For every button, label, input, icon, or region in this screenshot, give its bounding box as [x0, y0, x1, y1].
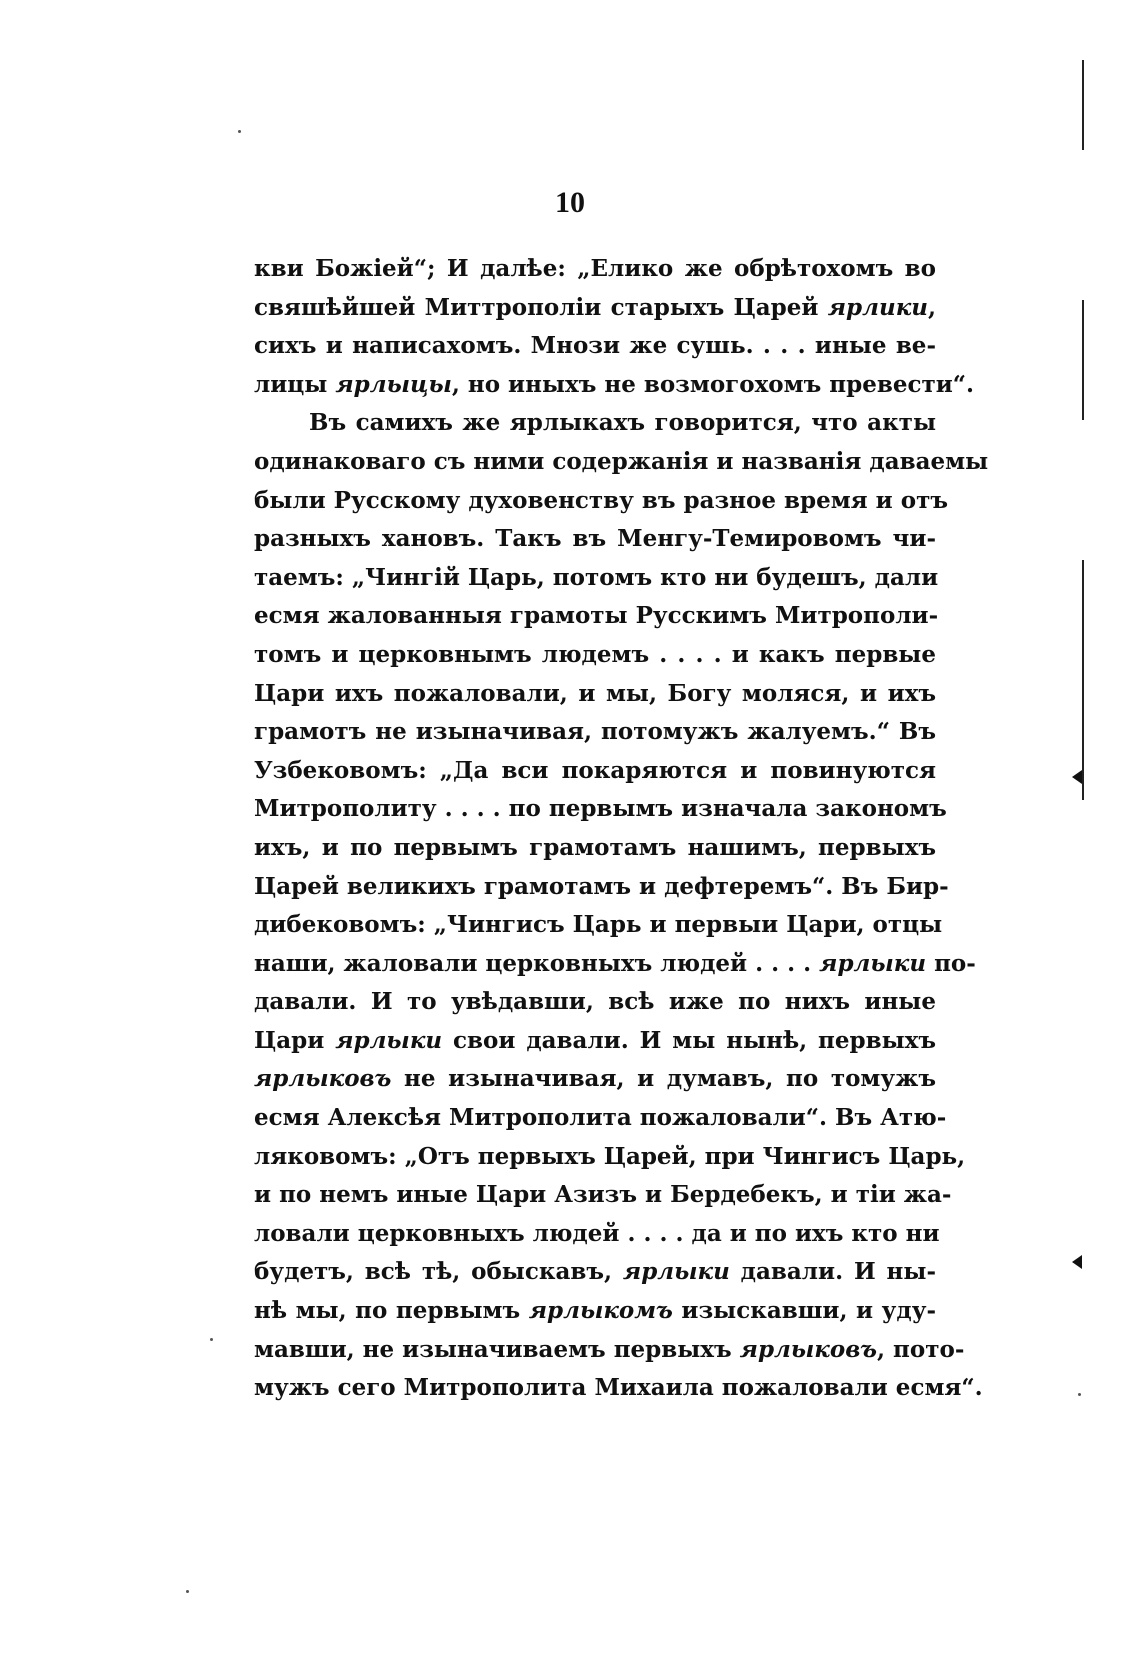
- text-line: [254, 327, 936, 366]
- text-segment: грамотъ не изыначивая, потомужъ жалуемъ.“ Въ: [254, 718, 936, 746]
- text-segment: , но иныхъ не возмогохомъ превести“.: [451, 370, 974, 398]
- text-segment: Цари ихъ пожаловали, и мы, Богу моляся, и ихъ: [254, 679, 936, 707]
- text-line: [254, 443, 989, 482]
- text-segment: изыскавши, и уду-: [672, 1297, 937, 1325]
- text-segment: Цари: [254, 1026, 336, 1054]
- text-segment: мавши, не изыначиваемъ первыхъ: [254, 1335, 740, 1363]
- text-segment: и по немъ иные Цари Азизъ и Бердебекъ, и тiи жа-: [254, 1181, 952, 1209]
- text-segment: лицы: [254, 370, 336, 398]
- text-line: [254, 675, 936, 714]
- text-line: [254, 597, 939, 636]
- text-line: [254, 1215, 940, 1254]
- text-segment: томъ и церковнымъ людемъ . . . . и какъ первые: [254, 640, 936, 668]
- text-segment: есмя Алексѣя Митрополита пожаловали“. Въ Атю-: [254, 1104, 947, 1132]
- scan-edge-line: [1082, 60, 1084, 150]
- text-segment: есмя жалованныя грамоты Русскимъ Митрополи-: [254, 602, 939, 630]
- text-line: [254, 1331, 965, 1370]
- text-line: [254, 1022, 936, 1061]
- text-line: [254, 1176, 952, 1215]
- text-segment: разныхъ хановъ. Такъ въ Менгу-Темировомъ чи-: [254, 525, 936, 553]
- text-segment: Царей великихъ грамотамъ и дефтеремъ“. Въ Бир-: [254, 872, 949, 900]
- text-segment: ловали церковныхъ людей . . . . да и по ихъ кто ни: [254, 1219, 940, 1247]
- italic-word: ярлыки: [819, 949, 927, 977]
- text-line: [254, 289, 936, 328]
- scan-edge-mark: [1072, 770, 1082, 784]
- text-segment: дибековомъ: „Чингисъ Царь и первыи Цари, отцы: [254, 911, 943, 939]
- text-segment: не изыначивая, и думавъ, по томужъ: [391, 1065, 936, 1093]
- text-line: [254, 1292, 936, 1331]
- text-segment: Въ самихъ же ярлыкахъ говорится, что акты: [309, 409, 936, 437]
- text-line: [254, 790, 947, 829]
- scan-edge-line: [1082, 300, 1084, 420]
- text-segment: свяшѣйшей Миттрополiи старыхъ Царей: [254, 293, 828, 321]
- text-line: [254, 636, 936, 675]
- text-line: [254, 559, 939, 598]
- text-segment: будетъ, всѣ тѣ, обыскавъ,: [254, 1258, 623, 1286]
- text-segment: Узбековомъ: „Да вси покаряются и повинуются: [254, 756, 936, 784]
- text-segment: Митрополиту . . . . по первымъ изначала закономъ: [254, 795, 947, 823]
- page-number: 10: [555, 186, 585, 219]
- text-line: [254, 945, 976, 984]
- text-line: [254, 906, 943, 945]
- text-line: [254, 1138, 966, 1177]
- text-segment: кви Божiей“; И далѣе: „Елико же обрѣтохомъ во: [254, 255, 936, 282]
- text-segment: ,: [927, 293, 936, 321]
- italic-word: ярлыки: [622, 1258, 730, 1286]
- text-line: [254, 829, 936, 868]
- scan-speck: [238, 130, 241, 133]
- text-segment: были Русскому духовенству въ разное время и отъ: [254, 486, 948, 514]
- text-segment: одинаковаго съ ними содержанiя и названiя даваемы: [254, 447, 989, 475]
- text-segment: таемъ: „Чингiй Царь, потомъ кто ни будешъ, дали: [254, 563, 939, 591]
- text-line: [254, 868, 949, 907]
- text-line: [254, 1253, 936, 1292]
- scan-edge-mark: [1072, 1255, 1082, 1269]
- text-line: [254, 752, 936, 791]
- text-segment: , пото-: [877, 1335, 965, 1363]
- text-line: [254, 404, 936, 443]
- italic-word: ярлыки: [335, 1026, 443, 1054]
- text-line: [254, 482, 948, 521]
- text-segment: ихъ, и по первымъ грамотамъ нашимъ, первыхъ: [254, 833, 936, 861]
- text-segment: нѣ мы, по первымъ: [254, 1297, 529, 1325]
- text-segment: сихъ и написахомъ. Мнози же сушь. . . . иные ве-: [254, 332, 936, 360]
- text-segment: давали. И то увѣдавши, всѣ иже по нихъ иные: [254, 988, 936, 1016]
- text-line: [254, 250, 936, 289]
- italic-word: ярлыцы: [335, 370, 452, 398]
- text-segment: наши, жаловали церковныхъ людей . . . .: [254, 949, 820, 977]
- text-line: [254, 520, 936, 559]
- italic-word: ярлыковъ: [739, 1335, 878, 1363]
- scan-speck: [1078, 1393, 1081, 1396]
- text-line: [254, 1060, 936, 1099]
- text-segment: мужъ сего Митрополита Михаила пожаловали есмя“.: [254, 1374, 983, 1402]
- text-line: [254, 1099, 947, 1138]
- text-line: [254, 366, 974, 405]
- text-segment: ляковомъ: „Отъ первыхъ Царей, при Чингисъ Царь,: [254, 1142, 966, 1170]
- text-line: [254, 1369, 983, 1408]
- italic-word: ярлики: [827, 293, 928, 321]
- text-segment: по-: [926, 949, 976, 977]
- italic-word: ярлыковъ: [254, 1065, 392, 1093]
- scan-edge-line: [1082, 560, 1084, 800]
- body-text: [254, 250, 989, 1408]
- text-segment: свои давали. И мы нынѣ, первыхъ: [442, 1026, 936, 1054]
- italic-word: ярлыкомъ: [528, 1297, 673, 1325]
- text-line: [254, 713, 936, 752]
- text-line: [254, 983, 936, 1022]
- scan-speck: [210, 1338, 213, 1341]
- text-segment: давали. И ны-: [729, 1258, 936, 1286]
- scan-speck: [186, 1590, 189, 1593]
